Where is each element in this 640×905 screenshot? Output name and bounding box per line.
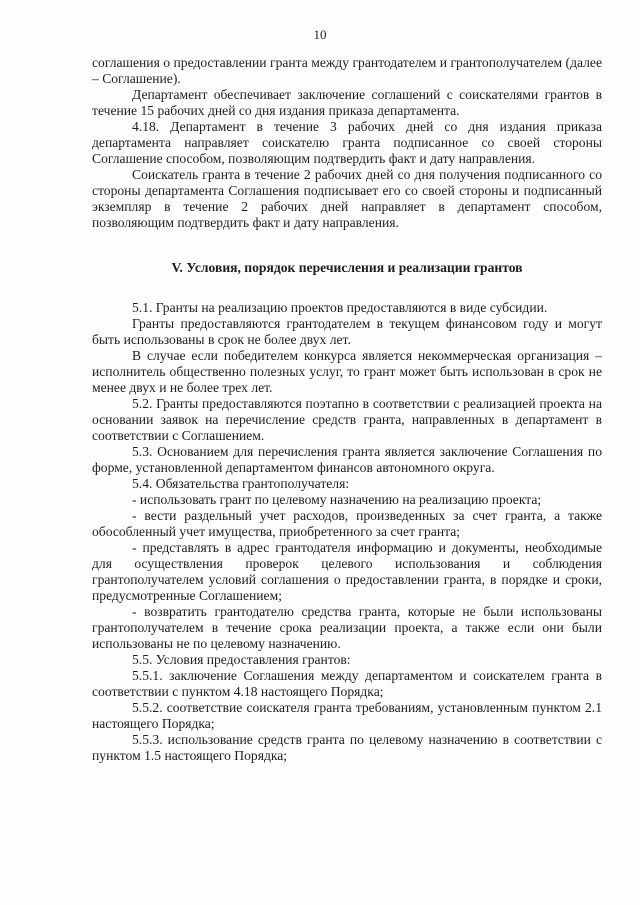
paragraph-5-1: 5.1. Гранты на реализацию проектов предоставляются в виде субсидии. (132, 300, 548, 315)
paragraph-5-3: 5.3. Основанием для перечисления гранта является заключение Соглашения по форме, установленной департаментом финансов автономного округа. (92, 444, 602, 475)
paragraph-4-18: 4.18. Департамент в течение 3 рабочих дней со дня издания приказа департамента направляет соискателю гранта подписанное со своей стороны Соглашение способом, позволяющим подтвердить факт и дату направления. (92, 119, 602, 166)
list-item-return-funds: - возвратить грантодателю средства гранта, которые не были использованы грантополучателем в течение срока реализации проекта, а также если они были использованы не по целевому назначению. (92, 604, 602, 651)
paragraph-5-5-3: 5.5.3. использование средств гранта по целевому назначению в соответствии с пунктом 1.5 настоящего Порядка; (92, 732, 602, 763)
list-item-provide-information: - представлять в адрес грантодателя информацию и документы, необходимые для осуществления проверок целевого использования и соблюдения грантополучателем условий соглашения о предоставлении гранта, в порядке и сроки, предусмотренные Соглашением; (92, 540, 602, 603)
paragraph-5-5: 5.5. Условия предоставления грантов: (132, 652, 351, 667)
paragraph-agreement-continuation: соглашения о предоставлении гранта между грантодателем и грантополучателем (далее – Соглашение). (92, 55, 602, 86)
paragraph-5-5-2: 5.5.2. соответствие соискателя гранта требованиям, установленным пунктом 2.1 настоящего Порядка; (92, 700, 602, 731)
paragraph-applicant-signing: Соискатель гранта в течение 2 рабочих дней со дня получения подписанного со стороны департамента Соглашения подписывает его со своей стороны и подписанный экземпляр в течение 2 рабочих дней направляет в департамент способом, позволяющим подтвердить факт и дату направления. (92, 167, 602, 230)
paragraph-5-4: 5.4. Обязательства грантополучателя: (132, 476, 350, 491)
paragraph-grant-term: Гранты предоставляются грантодателем в текущем финансовом году и могут быть использованы в срок не более двух лет. (92, 316, 602, 347)
document-body (92, 55, 602, 764)
paragraph-agreement-signing: Департамент обеспечивает заключение соглашений с соискателями грантов в течение 15 рабочих дней со дня издания приказа департамента. (92, 87, 602, 118)
page-number: 10 (313, 27, 327, 42)
paragraph-5-2: 5.2. Гранты предоставляются поэтапно в соответствии с реализацией проекта на основании заявок на перечисление средств гранта, направленных в департамент в соответствии с Соглашением. (92, 396, 602, 443)
list-item-use-grant: - использовать грант по целевому назначению на реализацию проекта; (132, 492, 542, 507)
paragraph-5-5-1: 5.5.1. заключение Соглашения между департаментом и соискателем гранта в соответствии с пунктом 4.18 настоящего Порядка; (92, 668, 602, 699)
list-item-separate-accounting: - вести раздельный учет расходов, произведенных за счет гранта, а также обособленный учет имущества, приобретенного за счет гранта; (92, 508, 602, 539)
paragraph-nonprofit-term: В случае если победителем конкурса является некоммерческая организация – исполнитель общественно полезных услуг, то грант может быть использован в срок не менее двух и не более трех лет. (92, 348, 602, 395)
section-heading: V. Условия, порядок перечисления и реализации грантов (171, 260, 523, 275)
